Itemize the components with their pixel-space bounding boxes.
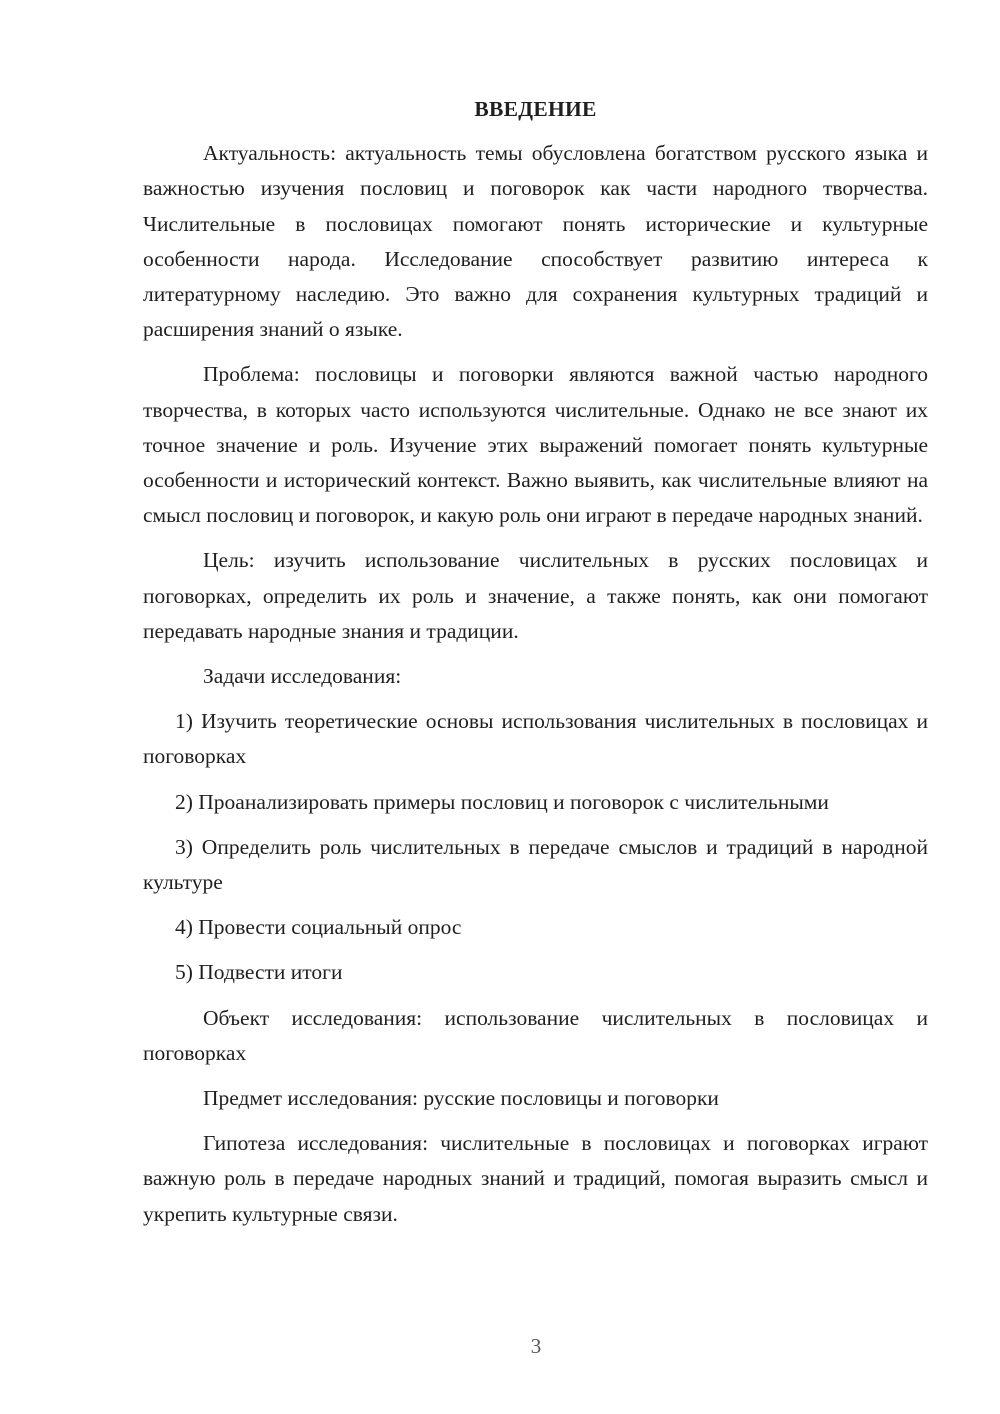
hypothesis-paragraph: Гипотеза исследования: числительные в пословицах и поговорках играют важную роль в передаче народных знаний и традиций, помогая выразить смысл и укрепить культурные связи. bbox=[143, 1131, 928, 1226]
relevance-paragraph: Актуальность: актуальность темы обусловлена богатством русского языка и важностью изучения пословиц и поговорок как части народного творчества. Числительные в пословицах помогают понять исторические и культурные особенности народа. Исследование способствует развитию интереса к литературному наследию. Это важно для сохранения культурных традиций и расширения знаний о языке. bbox=[143, 141, 928, 342]
page-number: 3 bbox=[530, 1334, 542, 1358]
research-object-paragraph: Объект исследования: использование числительных в пословицах и поговорках bbox=[143, 1005, 928, 1065]
page-content bbox=[143, 92, 928, 1242]
task-item-3: 3) Определить роль числительных в передаче смыслов и традиций в народной культуре bbox=[143, 834, 928, 895]
section-title: ВВЕДЕНИЕ bbox=[474, 97, 597, 121]
goal-paragraph: Цель: изучить использование числительных в русских пословицах и поговорках, определить их роль и значение, а также понять, как они помогают передавать народные знания и традиции. bbox=[143, 548, 928, 643]
research-subject-paragraph: Предмет исследования: русские пословицы и поговорки bbox=[203, 1086, 719, 1111]
task-item-1: 1) Изучить теоретические основы использования числительных в пословицах и поговорках bbox=[143, 709, 928, 769]
task-item-4: 4) Провести социальный опрос bbox=[175, 915, 462, 940]
tasks-heading: Задачи исследования: bbox=[203, 664, 402, 689]
problem-paragraph: Проблема: пословицы и поговорки являются важной частью народного творчества, в которых часто используются числительные. Однако не все знают их точное значение и роль. Изучение этих выражений помогает понять культурные особенности и исторический контекст. Важно выявить, как числительные влияют на смысл пословиц и поговорок, и какую роль они играют в передаче народных знаний. bbox=[143, 362, 928, 528]
task-item-2: 2) Проанализировать примеры пословиц и поговорок с числительными bbox=[175, 789, 829, 814]
task-item-5: 5) Подвести итоги bbox=[175, 960, 343, 985]
